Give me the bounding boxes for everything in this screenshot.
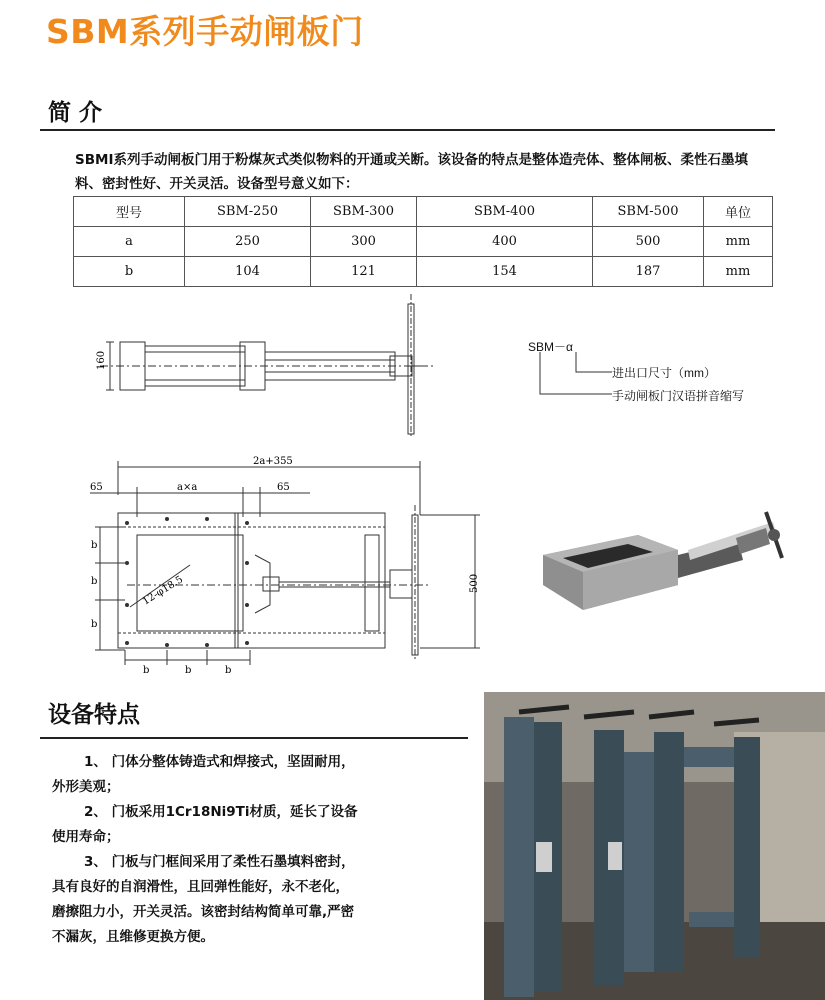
table-cell: a bbox=[74, 227, 185, 257]
total-width-label: 2a+355 bbox=[253, 456, 293, 467]
side-view-drawing bbox=[90, 290, 450, 440]
table-cell: mm bbox=[704, 257, 773, 287]
model-code-leaders bbox=[528, 350, 618, 400]
table-row bbox=[74, 227, 773, 257]
model-code-abbr: 手动闸板门汉语拼音缩写 bbox=[612, 389, 745, 403]
table-cell: 250 bbox=[185, 227, 311, 257]
feature-item: 3、 门板与门框间采用了柔性石墨填料密封，具有良好的自润滑性，且回弹性能好，永不老化，磨擦阻力小，开关灵活。该密封结构简单可靠,严密不漏灰，且维修更换方便。 bbox=[52, 854, 355, 945]
intro-text: SBMI系列手动闸板门用于粉煤灰式类似物料的开通或关断。该设备的特点是整体造壳体、整体闸板、柔性石墨填料、密封性好、开关灵活。设备型号意义如下： bbox=[75, 152, 748, 192]
table-cell: 104 bbox=[185, 257, 311, 287]
table-cell: 300 bbox=[311, 227, 417, 257]
table-cell: 121 bbox=[311, 257, 417, 287]
page-title: SBM系列手动闸板门 bbox=[46, 12, 364, 51]
table-row bbox=[74, 257, 773, 287]
features-divider bbox=[40, 737, 468, 739]
height-label: 500 bbox=[469, 573, 480, 593]
side-height-label: 160 bbox=[96, 350, 107, 370]
table-header: SBM-300 bbox=[311, 197, 417, 227]
table-header: 型号 bbox=[74, 197, 185, 227]
b-label: b bbox=[185, 665, 192, 676]
intro-paragraph bbox=[75, 148, 765, 196]
intro-heading: 简 介 bbox=[48, 100, 103, 126]
b-label: b bbox=[91, 540, 98, 551]
hole-label: 12-φ18.5 bbox=[140, 574, 186, 608]
features-list bbox=[52, 750, 362, 950]
table-cell: 500 bbox=[593, 227, 704, 257]
table-cell: b bbox=[74, 257, 185, 287]
table-header: SBM-500 bbox=[593, 197, 704, 227]
table-cell: 187 bbox=[593, 257, 704, 287]
table-header: 单位 bbox=[704, 197, 773, 227]
b-label: b bbox=[91, 619, 98, 630]
product-photo bbox=[538, 500, 803, 630]
table-cell: 154 bbox=[417, 257, 593, 287]
model-code-size: 进出口尺寸（mm） bbox=[612, 366, 716, 380]
factory-photo bbox=[484, 692, 825, 1000]
feature-item: 1、 门体分整体铸造式和焊接式，坚固耐用，外形美观； bbox=[52, 754, 355, 795]
b-label: b bbox=[91, 576, 98, 587]
feature-item: 2、 门板采用1Cr18Ni9Ti材质，延长了设备使用寿命； bbox=[52, 804, 358, 845]
intro-divider bbox=[40, 129, 775, 131]
margin-right-label: 65 bbox=[277, 482, 290, 493]
inner-width-label: a×a bbox=[177, 482, 198, 493]
b-label: b bbox=[143, 665, 150, 676]
b-label: b bbox=[225, 665, 232, 676]
front-view-drawing bbox=[85, 455, 495, 676]
table-header: SBM-400 bbox=[417, 197, 593, 227]
table-cell: 400 bbox=[417, 227, 593, 257]
model-code: SBM－α bbox=[528, 340, 573, 354]
table-header-row bbox=[74, 197, 773, 227]
features-heading: 设备特点 bbox=[48, 702, 140, 728]
table-header: SBM-250 bbox=[185, 197, 311, 227]
spec-table bbox=[73, 196, 773, 287]
table-cell: mm bbox=[704, 227, 773, 257]
margin-left-label: 65 bbox=[90, 482, 103, 493]
